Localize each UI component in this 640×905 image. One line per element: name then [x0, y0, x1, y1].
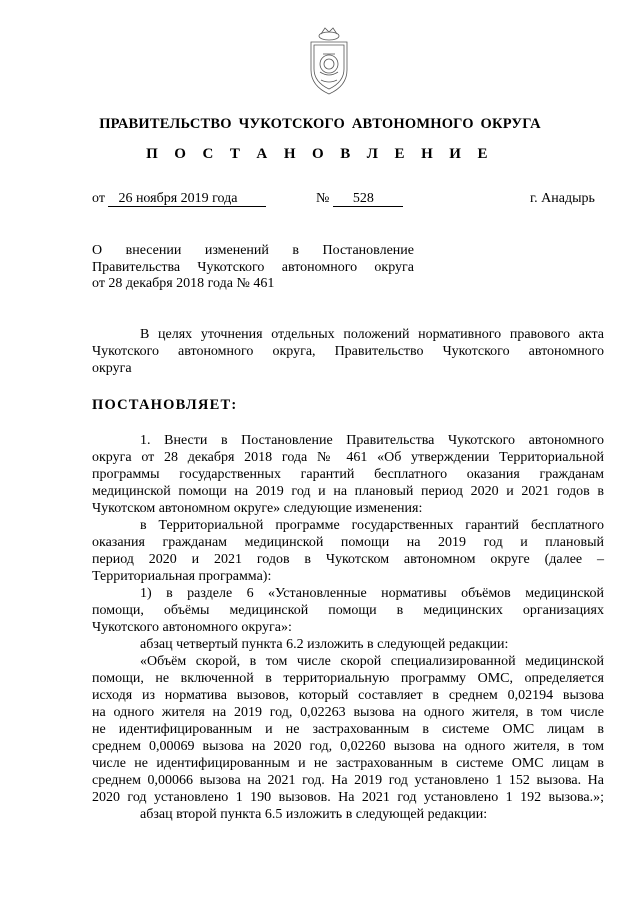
- body-line: 1) в разделе 6 «Установленные нормативы объёмов медицинской: [140, 586, 604, 601]
- date-field: [92, 191, 266, 207]
- date-value: 26 ноября 2019 года: [108, 192, 266, 207]
- body-line: среднем 0,00069 вызова на 2020 год, 0,02260 вызова на одного жителя, в том: [92, 739, 604, 754]
- body-line: среднем 0,00066 вызова на 2021 год. На 2019 год установлено 1 152 вызова. На: [92, 773, 604, 788]
- body-line: Чукотского автономного округа»:: [92, 620, 292, 635]
- body-line: помощи, не включенной в территориальную программу ОМС, определяется: [92, 671, 604, 686]
- body-line: период 2020 и 2021 годов в Чукотском автономном округе (далее –: [92, 552, 604, 567]
- subject-line: от 28 декабря 2018 года № 461: [92, 276, 275, 291]
- body-line: программы государственных гарантий бесплатного оказания гражданам: [92, 467, 604, 482]
- document-type: П О С Т А Н О В Л Е Н И Е: [146, 146, 494, 162]
- preamble-line: округа: [92, 361, 132, 376]
- document-subject: [92, 243, 414, 293]
- body-line: абзац второй пункта 6.5 изложить в следующей редакции:: [140, 807, 488, 822]
- document-body: [92, 432, 604, 823]
- preamble-line: В целях уточнения отдельных положений нормативного правового акта: [140, 327, 604, 342]
- body-line: помощи, объёмы медицинской помощи в медицинских организациях: [92, 603, 604, 618]
- body-line: абзац четвертый пункта 6.2 изложить в следующей редакции:: [140, 637, 509, 652]
- body-line: числе не идентифицированным и не застрахованным в системе ОМС лицам в: [92, 756, 604, 771]
- subject-line: О внесении изменений в Постановление: [92, 243, 414, 258]
- body-line: Чукотском автономном округе» следующие изменения:: [92, 501, 423, 516]
- subject-line: Правительства Чукотского автономного округа: [92, 259, 414, 275]
- body-line: «Объём скорой, в том числе скорой специализированной медицинской: [140, 654, 604, 669]
- number-prefix: №: [316, 191, 330, 206]
- government-title: ПРАВИТЕЛЬСТВО ЧУКОТСКОГО АВТОНОМНОГО ОКРУГА: [99, 116, 541, 132]
- number-value: 528: [333, 192, 403, 207]
- body-line: медицинской помощи на 2019 год и на плановый период 2020 и 2021 годов в: [92, 484, 604, 499]
- emblem-icon: [303, 24, 351, 106]
- city-field: г. Анадырь: [530, 191, 595, 206]
- body-line: 1. Внести в Постановление Правительства Чукотского автономного: [140, 433, 604, 448]
- body-line: 2020 год установлено 1 190 вызовов. На 2021 год установлено 1 192 вызова.»;: [92, 790, 604, 805]
- preamble-line: Чукотского автономного округа, Правительство Чукотского автономного: [92, 344, 604, 359]
- body-line: на одного жителя на 2019 год, 0,02263 вызова на одного жителя, в том числе: [92, 705, 604, 720]
- date-prefix: от: [92, 191, 105, 206]
- body-line: Территориальная программа):: [92, 569, 272, 584]
- preamble: [92, 326, 604, 377]
- number-field: [316, 191, 403, 207]
- body-line: округа от 28 декабря 2018 года № 461 «Об утверждении Территориальной: [92, 450, 604, 465]
- body-line: оказания гражданам медицинской помощи на 2019 год и плановый: [92, 535, 604, 550]
- body-line: в Территориальной программе государственных гарантий бесплатного: [140, 518, 604, 533]
- coat-of-arms-emblem: [303, 24, 351, 106]
- body-line: не идентифицированным и не застрахованным в системе ОМС лицам в: [92, 722, 604, 737]
- resolves-heading: ПОСТАНОВЛЯЕТ:: [92, 397, 238, 413]
- body-line: исходя из норматива вызовов, который составляет в среднем 0,02194 вызова: [92, 688, 604, 703]
